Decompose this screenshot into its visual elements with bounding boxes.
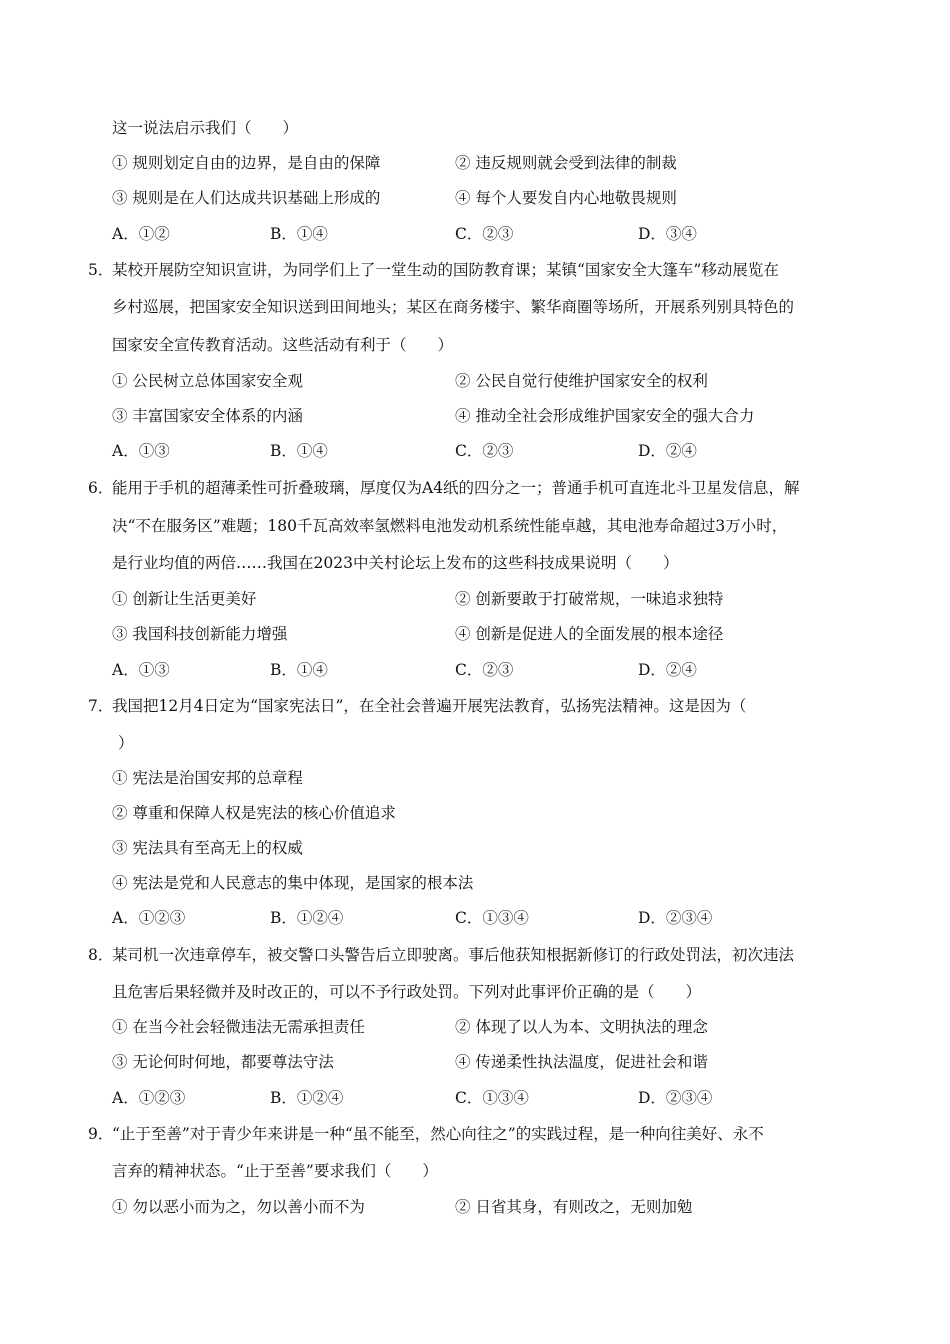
q8-item-2: ② 体现了以人为本、文明执法的理念 [455,1018,708,1036]
q5-choice-a[interactable]: A．①③ [112,442,170,460]
q4-choice-c[interactable]: C．②③ [455,225,514,243]
q5-item-3: ③ 丰富国家安全体系的内涵 [112,407,303,425]
q4-item-4: ④ 每个人要发自内心地敬畏规则 [455,189,677,207]
q6-choice-a[interactable]: A．①③ [112,661,170,679]
q7-number: 7． [88,697,114,715]
q5-item-4: ④ 推动全社会形成维护国家安全的强大合力 [455,407,755,425]
q5-choice-d[interactable]: D．②④ [638,442,697,460]
q7-choice-d[interactable]: D．②③④ [638,909,713,927]
q6-choice-b[interactable]: B．①④ [270,661,328,679]
q6-stem-line-1: 能用于手机的超薄柔性可折叠玻璃，厚度仅为A4纸的四分之一；普通手机可直连北斗卫星发信息，解 [112,479,800,497]
q4-item-3: ③ 规则是在人们达成共识基础上形成的 [112,189,381,207]
q5-item-1: ① 公民树立总体国家安全观 [112,372,303,390]
q9-item-1: ① 勿以恶小而为之，勿以善小而不为 [112,1198,365,1216]
q6-number: 6． [88,479,114,497]
q8-choice-b[interactable]: B．①②④ [270,1089,344,1107]
q4-choice-b[interactable]: B．①④ [270,225,328,243]
q9-item-2: ② 日省其身，有则改之，无则加勉 [455,1198,693,1216]
q5-number: 5． [88,261,114,279]
q8-choice-a[interactable]: A．①②③ [112,1089,186,1107]
q6-choice-c[interactable]: C．②③ [455,661,514,679]
q8-item-4: ④ 传递柔性执法温度，促进社会和谐 [455,1053,708,1071]
q8-item-1: ① 在当今社会轻微违法无需承担责任 [112,1018,365,1036]
q5-choice-c[interactable]: C．②③ [455,442,514,460]
q7-item-4: ④ 宪法是党和人民意志的集中体现，是国家的根本法 [112,874,474,892]
q7-item-1: ① 宪法是治国安邦的总章程 [112,769,303,787]
q4-stem-tail: 这一说法启示我们（ ） [112,119,299,137]
q6-item-4: ④ 创新是促进人的全面发展的根本途径 [455,625,724,643]
q7-stem-line-1: 我国把12月4日定为“国家宪法日”，在全社会普遍开展宪法教育，弘扬宪法精神。这是因为（ [112,697,747,715]
q4-item-2: ② 违反规则就会受到法律的制裁 [455,154,677,172]
q7-choice-c[interactable]: C．①③④ [455,909,529,927]
q7-stem-line-2: ） [118,734,134,752]
q9-stem-line-1: “止于至善”对于青少年来讲是一种“虽不能至，然心向往之”的实践过程，是一种向往美好、永不 [112,1125,764,1143]
q4-choice-d[interactable]: D．③④ [638,225,697,243]
q5-stem-line-1: 某校开展防空知识宣讲，为同学们上了一堂生动的国防教育课；某镇“国家安全大篷车”移动展览在 [112,261,779,279]
q8-number: 8． [88,946,114,964]
q7-choice-b[interactable]: B．①②④ [270,909,344,927]
q5-choice-b[interactable]: B．①④ [270,442,328,460]
q7-choice-a[interactable]: A．①②③ [112,909,186,927]
q8-choice-c[interactable]: C．①③④ [455,1089,529,1107]
q5-stem-line-2: 乡村巡展，把国家安全知识送到田间地头；某区在商务楼宇、繁华商圈等场所，开展系列别具特色的 [112,298,795,316]
q4-item-1: ① 规则划定自由的边界，是自由的保障 [112,154,381,172]
q7-item-3: ③ 宪法具有至高无上的权威 [112,839,303,857]
q6-stem-line-2: 决“不在服务区”难题；180千瓦高效率氢燃料电池发动机系统性能卓越，其电池寿命超过3万小时， [112,517,788,535]
q8-choice-d[interactable]: D．②③④ [638,1089,713,1107]
q4-choice-a[interactable]: A．①② [112,225,170,243]
q5-item-2: ② 公民自觉行使维护国家安全的权利 [455,372,708,390]
q6-choice-d[interactable]: D．②④ [638,661,697,679]
q7-item-2: ② 尊重和保障人权是宪法的核心价值追求 [112,804,396,822]
q6-item-3: ③ 我国科技创新能力增强 [112,625,288,643]
q6-item-2: ② 创新要敢于打破常规，一味追求独特 [455,590,724,608]
q8-stem-line-1: 某司机一次违章停车，被交警口头警告后立即驶离。事后他获知根据新修订的行政处罚法，初次违法 [112,946,795,964]
q8-stem-line-2: 且危害后果轻微并及时改正的，可以不予行政处罚。下列对此事评价正确的是（ ） [112,983,702,1001]
q6-item-1: ① 创新让生活更美好 [112,590,257,608]
q9-stem-line-2: 言弃的精神状态。“止于至善”要求我们（ ） [112,1162,438,1180]
q6-stem-line-3: 是行业均值的两倍……我国在2023中关村论坛上发布的这些科技成果说明（ ） [112,554,679,572]
q8-item-3: ③ 无论何时何地，都要尊法守法 [112,1053,334,1071]
q5-stem-line-3: 国家安全宣传教育活动。这些活动有利于（ ） [112,336,454,354]
q9-number: 9． [88,1125,114,1143]
